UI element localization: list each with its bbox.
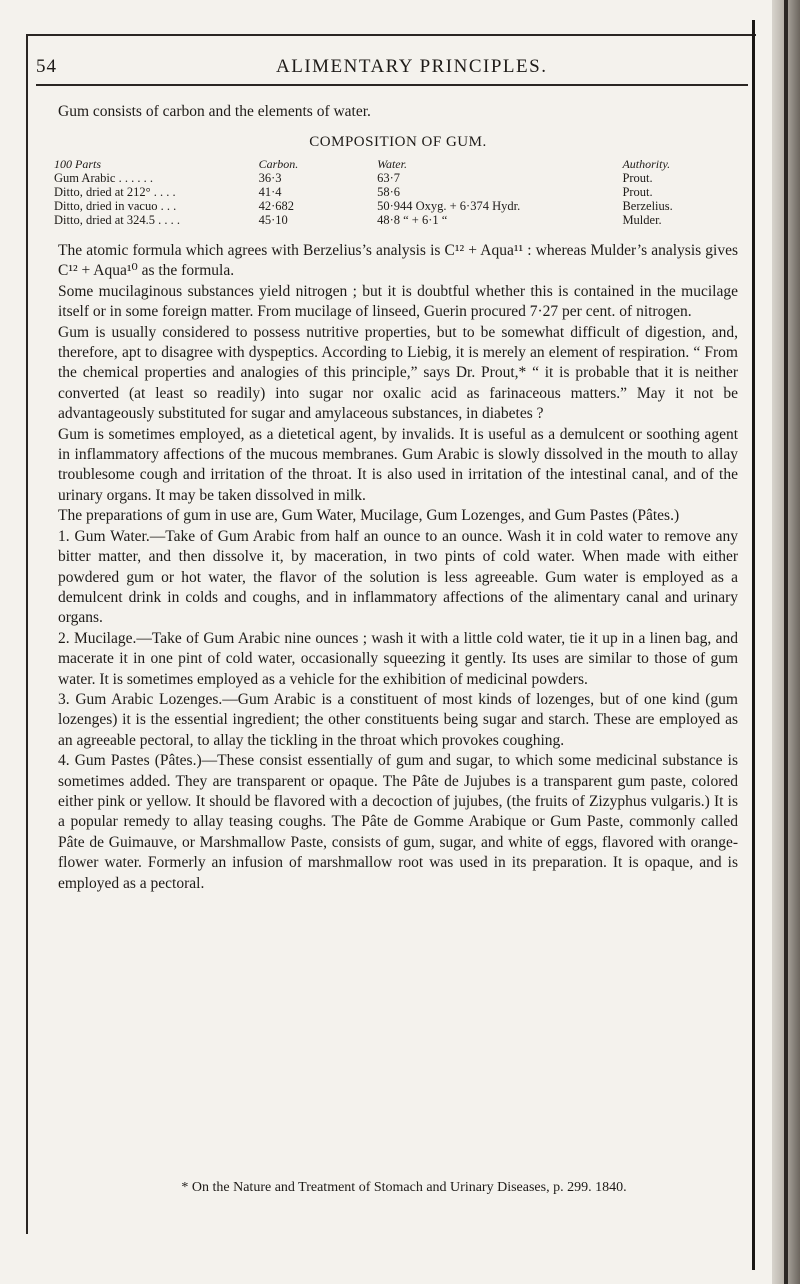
running-title: ALIMENTARY PRINCIPLES. bbox=[276, 56, 548, 77]
cell-substance: Gum Arabic . . . . . . bbox=[54, 171, 153, 185]
table-row bbox=[54, 213, 754, 227]
page-body bbox=[54, 102, 738, 894]
table-row bbox=[54, 171, 754, 185]
composition-table bbox=[54, 157, 754, 227]
paragraph-mucilage: 2. Mucilage.—Take of Gum Arabic nine ounces ; wash it with a little cold water, tie it up in a linen bag, and macerate it in one pint of cold water, occasionally squeezing it gently. Its uses are similar to those of gum water. It is sometimes employed as a vehicle for the exhibition of medicinal powders. bbox=[58, 629, 738, 688]
page-edge-line bbox=[784, 0, 788, 1284]
footnote: * On the Nature and Treatment of Stomach and Urinary Diseases, p. 299. 1840. bbox=[181, 1180, 627, 1195]
header-water: Water. bbox=[377, 157, 407, 171]
frame-border-left bbox=[26, 34, 28, 1234]
paragraph-gum-water: 1. Gum Water.—Take of Gum Arabic from half an ounce to an ounce. Wash it in cold water to remove any bitter matter, and then dissolve it, by maceration, in two pints of cold water. When made with either powdered gum or hot water, the flavor of the solution is less agreeable. Gum water is employed as a demulcent drink in colds and coughs, and in inflammatory affections of the alimentary canal and urinary organs. bbox=[58, 527, 738, 627]
composition-table-title: COMPOSITION OF GUM. bbox=[309, 134, 487, 150]
body-text bbox=[58, 241, 738, 894]
intro-sentence: Gum consists of carbon and the elements of water. bbox=[58, 103, 371, 120]
cell-carbon: 42·682 bbox=[258, 199, 295, 213]
running-head bbox=[36, 52, 746, 78]
table-header-row bbox=[54, 157, 754, 171]
table-row bbox=[54, 199, 754, 213]
header-authority: Authority. bbox=[622, 157, 671, 171]
paragraph-dietetical-use: Gum is sometimes employed, as a dietetical agent, by invalids. It is useful as a demulcent or soothing agent in inflammatory affections of the mucous membranes. Gum Arabic is slowly dissolved in the mouth to allay troublesome cough and irritation of the throat. It is also used in irritation of the intestinal canal, and of the urinary organs. It may be taken dissolved in milk. bbox=[58, 425, 738, 504]
cell-substance: Ditto, dried at 324.5 . . . . bbox=[54, 213, 181, 227]
cell-authority: Prout. bbox=[622, 185, 653, 199]
cell-water: 50·944 Oxyg. + 6·374 Hydr. bbox=[377, 199, 521, 213]
frame-border-top bbox=[26, 34, 756, 36]
table-row bbox=[54, 185, 754, 199]
paragraph-atomic-formula: The atomic formula which agrees with Berzelius’s analysis is C¹² + Aqua¹¹ : whereas Mulder’s analysis gives C¹² + Aqua¹⁰ as the formula. bbox=[58, 242, 738, 280]
paragraph-nutritive: Gum is usually considered to possess nutritive properties, but to be somewhat difficult of digestion, and, therefore, apt to disagree with dyspeptics. According to Liebig, it is merely an element of respiration. “ From the chemical properties and analogies of this principle,” says Dr. Prout,* “ it is probable that it is neither converted (at least so readily) into sugar nor oxalic acid as farinaceous matters.” May it not be advantageously substituted for sugar and amylaceous substances, in diabetes ? bbox=[58, 323, 738, 423]
page-number: 54 bbox=[36, 56, 57, 77]
cell-authority: Berzelius. bbox=[622, 199, 673, 213]
header-parts: 100 Parts bbox=[54, 157, 102, 171]
cell-substance: Ditto, dried at 212° . . . . bbox=[54, 185, 176, 199]
cell-carbon: 36·3 bbox=[258, 171, 282, 185]
paragraph-nitrogen: Some mucilaginous substances yield nitrogen ; but it is doubtful whether this is contained in the mucilage itself or in some foreign matter. From mucilage of linseed, Guerin procured 7·27 per cent. of nitrogen. bbox=[58, 282, 738, 321]
paragraph-preparations: The preparations of gum in use are, Gum Water, Mucilage, Gum Lozenges, and Gum Pastes (Pâtes.) bbox=[58, 507, 680, 525]
header-carbon: Carbon. bbox=[258, 157, 299, 171]
cell-authority: Mulder. bbox=[622, 213, 662, 227]
paragraph-lozenges: 3. Gum Arabic Lozenges.—Gum Arabic is a constituent of most kinds of lozenges, but of one kind (gum lozenges) it is the essential ingredient; the other constituents being sugar and starch. These are employed as an agreeable pectoral, to allay the tickling in the throat which provokes coughing. bbox=[58, 690, 738, 749]
cell-water: 63·7 bbox=[377, 171, 400, 185]
header-rule bbox=[36, 84, 748, 86]
cell-carbon: 41·4 bbox=[258, 185, 282, 199]
cell-substance: Ditto, dried in vacuo . . . bbox=[54, 199, 177, 213]
paragraph-gum-pastes: 4. Gum Pastes (Pâtes.)—These consist essentially of gum and sugar, to which some medicinal substance is sometimes added. They are transparent or opaque. The Pâte de Jujubes is a transparent gum paste, colored either pink or yellow. It should be flavored with a decoction of jujubes, (the fruits of Zizyphus vulgaris.) It is a popular remedy to allay teasing coughs. The Pâte de Gomme Arabique or Gum Paste, commonly called Pâte de Guimauve, or Marshmallow Paste, consists of gum, sugar, and white of eggs, flavored with orange-flower water. Formerly an infusion of marshmallow root was used in its preparation. It is opaque, and is employed as a pectoral. bbox=[58, 752, 738, 892]
cell-carbon: 45·10 bbox=[258, 213, 288, 227]
cell-authority: Prout. bbox=[622, 171, 653, 185]
cell-water: 48·8 “ + 6·1 “ bbox=[377, 213, 448, 227]
cell-water: 58·6 bbox=[377, 185, 400, 199]
